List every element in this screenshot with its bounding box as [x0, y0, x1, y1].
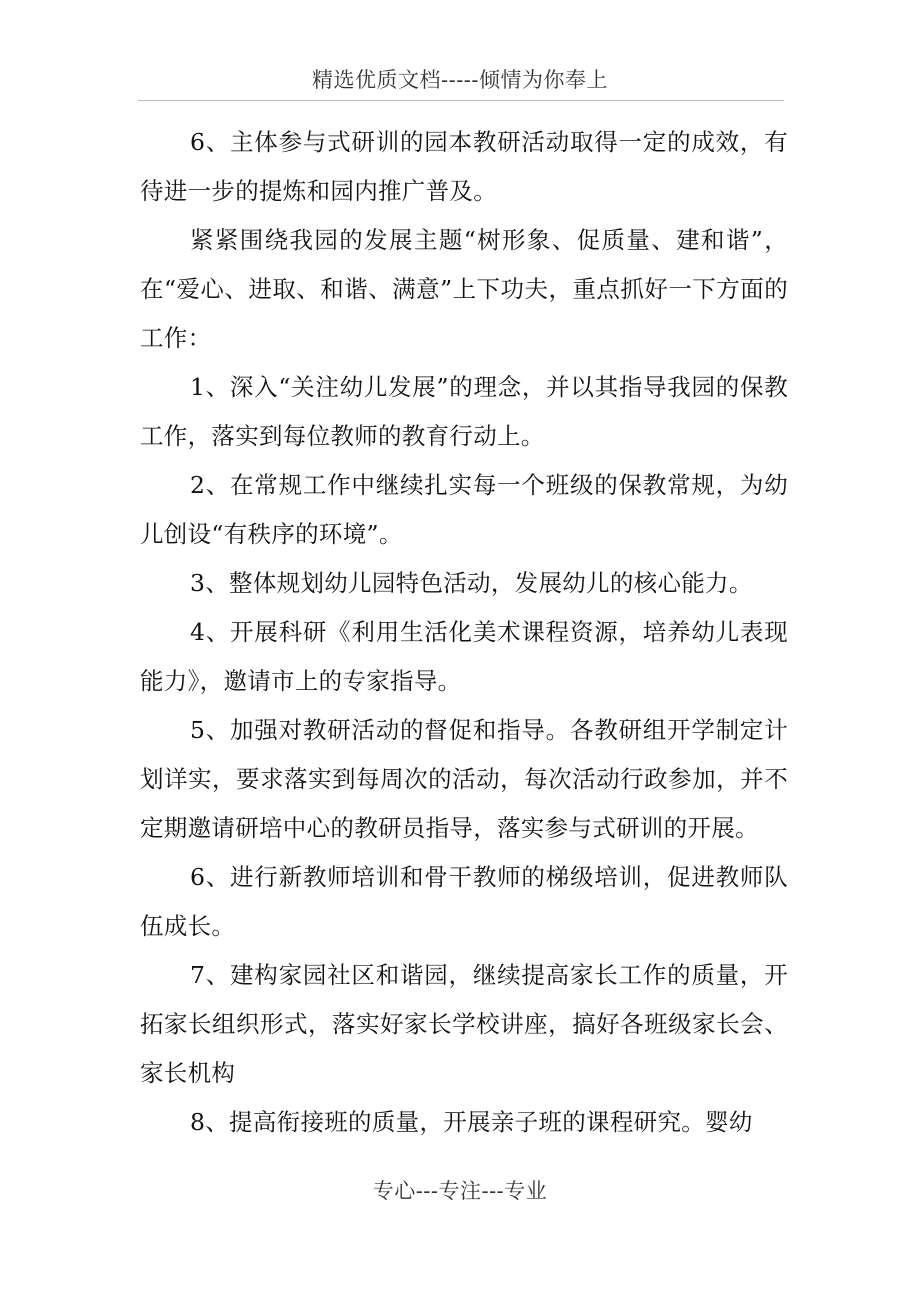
page-footer: 专心---专注---专业	[372, 1179, 548, 1203]
paragraph-2: 紧紧围绕我园的发展主题“树形象、促质量、建和谐”，在“爱心、进取、和谐、满意”上下功夫，重点抓好一下方面的工作：	[140, 226, 788, 352]
document-body	[140, 118, 788, 1147]
paragraph-9: 7、建构家园社区和谐园，继续提高家长工作的质量，开拓家长组织形式，落实好家长学校讲座，搞好各班级家长会、家长机构	[140, 961, 788, 1087]
page-header: 精选优质文档-----倾情为你奉上	[312, 68, 608, 92]
paragraph-6: 4、开展科研《利用生活化美术课程资源，培养幼儿表现能力》，邀请市上的专家指导。	[140, 618, 788, 695]
paragraph-7: 5、加强对教研活动的督促和指导。各教研组开学制定计划详实，要求落实到每周次的活动，每次活动行政参加，并不定期邀请研培中心的教研员指导，落实参与式研训的开展。	[140, 716, 788, 842]
paragraph-5: 3、整体规划幼儿园特色活动，发展幼儿的核心能力。	[190, 569, 753, 597]
paragraph-1: 6、主体参与式研训的园本教研活动取得一定的成效，有待进一步的提炼和园内推广普及。	[140, 128, 788, 205]
header-divider	[138, 100, 784, 101]
paragraph-4: 2、在常规工作中继续扎实每一个班级的保教常规，为幼儿创设“有秩序的环境”。	[140, 471, 788, 548]
paragraph-8: 6、进行新教师培训和骨干教师的梯级培训，促进教师队伍成长。	[140, 863, 788, 940]
paragraph-3: 1、深入“关注幼儿发展”的理念，并以其指导我园的保教工作，落实到每位教师的教育行动上。	[140, 373, 788, 450]
paragraph-10: 8、提高衔接班的质量，开展亲子班的课程研究。婴幼	[190, 1108, 753, 1136]
